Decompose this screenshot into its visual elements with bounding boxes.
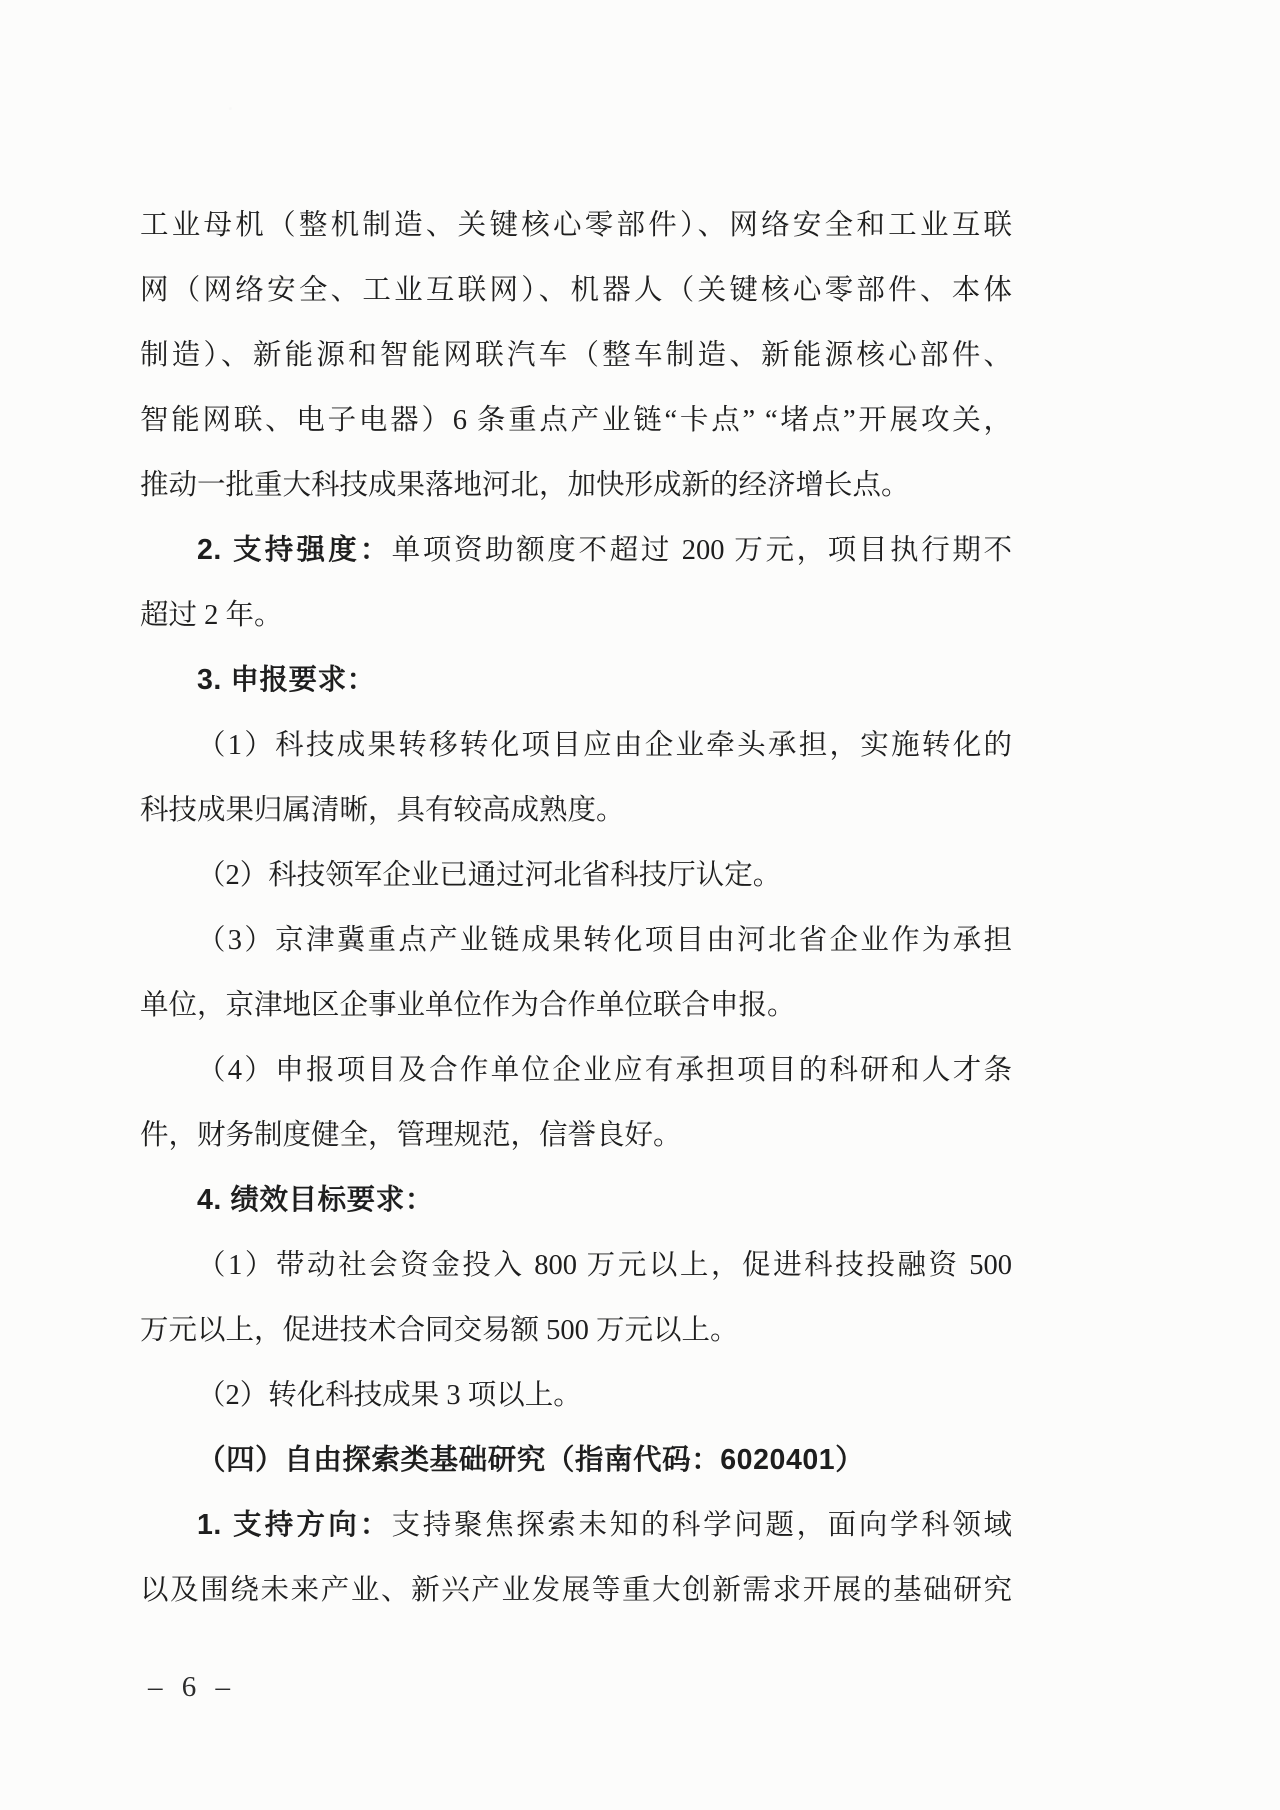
text-line <box>140 1298 1012 1363</box>
text-line <box>140 583 1012 648</box>
text-line <box>140 908 1012 973</box>
text-line <box>140 323 1012 388</box>
text-line <box>140 258 1012 323</box>
text-segment: 智能网联、电子电器）6 条重点产业链“卡点” “堵点”开展攻关， <box>140 405 1012 436</box>
text-line <box>140 843 1012 908</box>
text-line <box>140 1428 1012 1493</box>
text-line <box>140 453 1012 518</box>
heading-segment: 1. 支持方向： <box>197 1509 392 1541</box>
text-segment: （2）科技领军企业已通过河北省科技厅认定。 <box>197 860 782 891</box>
text-line <box>140 973 1012 1038</box>
text-segment: 以及围绕未来产业、新兴产业发展等重大创新需求开展的基础研究 <box>140 1575 1012 1606</box>
text-segment: （1）科技成果转移转化项目应由企业牵头承担，实施转化的 <box>197 730 1012 761</box>
text-line <box>140 1168 1012 1233</box>
text-line <box>140 193 1012 258</box>
text-segment: （2）转化科技成果 3 项以上。 <box>197 1380 582 1411</box>
text-segment: 科技成果归属清晰，具有较高成熟度。 <box>140 795 625 826</box>
text-line <box>140 388 1012 453</box>
text-segment: （3）京津冀重点产业链成果转化项目由河北省企业作为承担 <box>197 925 1012 956</box>
heading-segment: 2. 支持强度： <box>197 534 392 566</box>
text-segment: （1）带动社会资金投入 800 万元以上，促进科技投融资 500 <box>197 1250 1012 1281</box>
heading-segment: （四）自由探索类基础研究（指南代码：6020401） <box>197 1444 865 1476</box>
text-line <box>140 713 1012 778</box>
text-line <box>140 1363 1012 1428</box>
text-segment: 单项资助额度不超过 200 万元，项目执行期不 <box>391 535 1012 566</box>
text-segment: 网（网络安全、工业互联网）、机器人（关键核心零部件、本体 <box>140 275 1012 306</box>
text-line <box>140 518 1012 583</box>
text-line <box>140 1233 1012 1298</box>
text-segment: 工业母机（整机制造、关键核心零部件）、网络安全和工业互联 <box>140 210 1012 241</box>
text-segment: 推动一批重大科技成果落地河北，加快形成新的经济增长点。 <box>140 470 910 501</box>
text-line <box>140 1558 1012 1623</box>
document-body <box>140 193 1012 1623</box>
text-segment: （4）申报项目及合作单位企业应有承担项目的科研和人才条 <box>197 1055 1012 1086</box>
text-segment: 单位，京津地区企事业单位作为合作单位联合申报。 <box>140 990 796 1021</box>
heading-segment: 3. 申报要求： <box>197 664 376 696</box>
page-number: – 6 – <box>148 1671 236 1703</box>
text-segment: 超过 2 年。 <box>140 600 283 631</box>
text-segment: 件，财务制度健全，管理规范，信誉良好。 <box>140 1120 682 1151</box>
text-segment: 支持聚焦探索未知的科学问题，面向学科领域 <box>391 1510 1012 1541</box>
text-line <box>140 648 1012 713</box>
text-line <box>140 1493 1012 1558</box>
text-line <box>140 778 1012 843</box>
text-line <box>140 1103 1012 1168</box>
text-line <box>140 1038 1012 1103</box>
text-segment: 制造）、新能源和智能网联汽车（整车制造、新能源核心部件、 <box>140 340 1012 371</box>
heading-segment: 4. 绩效目标要求： <box>197 1184 434 1216</box>
text-segment: 万元以上，促进技术合同交易额 500 万元以上。 <box>140 1315 739 1346</box>
